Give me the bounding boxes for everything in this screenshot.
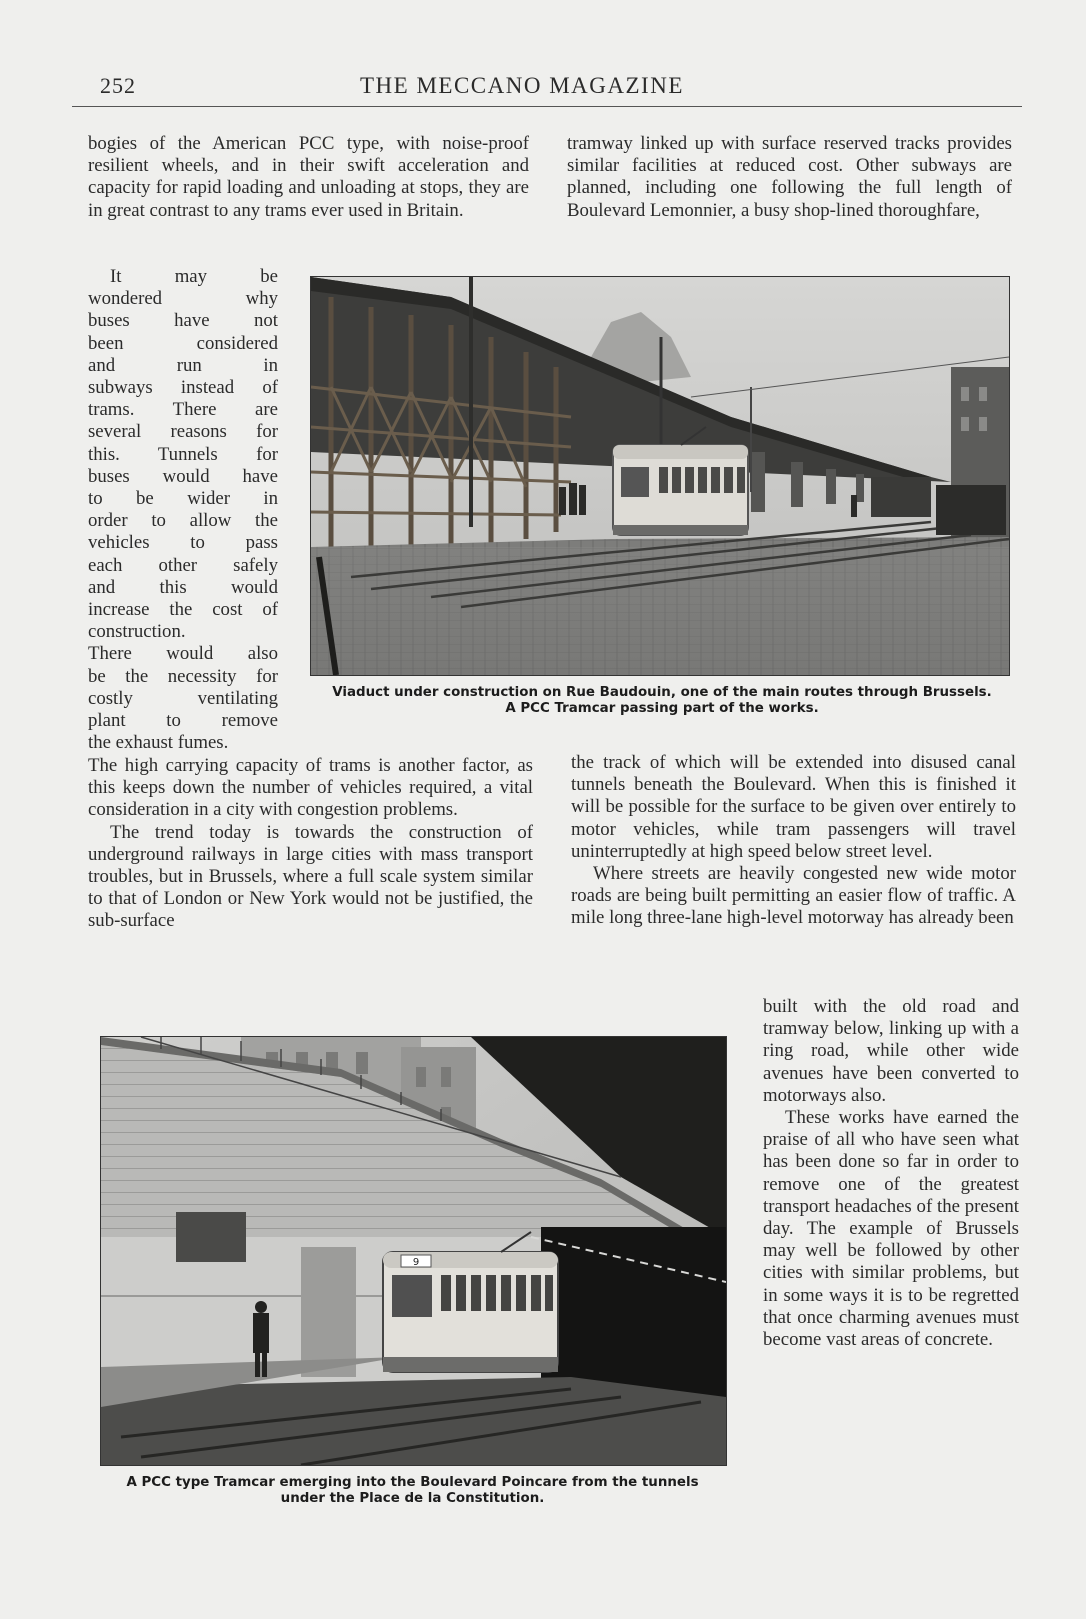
text-line: increase the cost of [88, 599, 278, 621]
caption-line: Viaduct under construction on Rue Baudouin, one of the main routes through Brussels. [332, 685, 992, 700]
article-column-top-right [567, 133, 1012, 222]
tunnel-tram-illustration [383, 1232, 558, 1372]
tunnel-photo [100, 1036, 727, 1466]
header-rule [72, 106, 1022, 107]
paragraph: tramway linked up with surface reserved tracks provides similar facilities at reduced cost. Other subways are planned, including one following the full length of Boulevard Lemonnier, a busy shop-lined thoroughfare, [567, 133, 1012, 221]
viaduct-caption [310, 685, 1014, 717]
text-line: to be wider in [88, 488, 278, 510]
page-number: 252 [100, 73, 136, 98]
tunnel-caption [100, 1475, 725, 1507]
text-line: be the necessity for [88, 665, 278, 687]
text-line: buses have not [88, 310, 278, 332]
caption-line: A PCC type Tramcar emerging into the Boulevard Poincare from the tunnels [126, 1475, 699, 1490]
paragraph: The trend today is towards the construction of underground railways in large cities with mass transport troubles, but in Brussels, where a full scale system similar to that of London or New York would not be justified, the sub-surface [88, 821, 533, 932]
paragraph: These works have earned the praise of all who have seen what has been done so far in order to remove one of the greatest transport headaches of the present day. The example of Brussels may well be followed by other cities with similar problems, but in some ways it is to be regretted that once charming avenues must become vast areas of concrete. [763, 1107, 1019, 1351]
viaduct-photo [310, 276, 1010, 676]
article-column-top-left [88, 133, 529, 222]
text-line: subways instead of [88, 377, 278, 399]
text-line: the exhaust fumes. [88, 732, 229, 754]
paragraph: The high carrying capacity of trams is another factor, as this keeps down the number of vehicles required, a vital consideration in a city with congestion problems. [88, 755, 533, 821]
text-line: order to allow the [88, 510, 278, 532]
paragraph: Where streets are heavily congested new wide motor roads are being built permitting an easier flow of traffic. A mile long three-lane high-level motorway has already been [571, 863, 1016, 929]
text-line: several reasons for [88, 421, 278, 443]
text-line: and run in [88, 354, 278, 376]
text-line: costly ventilating [88, 687, 278, 709]
text-line: this. Tunnels for [88, 443, 278, 465]
text-line: been considered [88, 332, 278, 354]
paragraph: bogies of the American PCC type, with noise-proof resilient wheels, and in their swift acceleration and capacity for rapid loading and unloading at stops, they are in great contrast to any trams ever used in Britain. [88, 133, 529, 221]
paragraph: built with the old road and tramway below, linking up with a ring road, while other wide avenues have been converted to motorways also. [763, 996, 1019, 1106]
text-line: wondered why [88, 288, 278, 310]
text-line: each other safely [88, 554, 278, 576]
tram-route-number: 9 [412, 1257, 420, 1268]
narrow-column [88, 266, 278, 754]
text-line: and this would [88, 576, 278, 598]
magazine-title: THE MECCANO MAGAZINE [360, 73, 684, 98]
article-column-middle-right [571, 752, 1016, 930]
paragraph: the track of which will be extended into disused canal tunnels beneath the Boulevard. When this is finished it will be possible for the surface to be given over entirely to motor vehicles, while tram passengers will travel uninterruptedly at high speed below street level. [571, 752, 1016, 862]
text-line: vehicles to pass [88, 532, 278, 554]
caption-line: A PCC Tramcar passing part of the works. [505, 701, 819, 716]
article-column-bottom-right [763, 996, 1019, 1351]
text-line: There would also [88, 643, 278, 665]
text-line: trams. There are [88, 399, 278, 421]
caption-line: under the Place de la Constitution. [280, 1491, 545, 1506]
text-line: construction. [88, 621, 186, 643]
text-line: buses would have [88, 465, 278, 487]
text-line: plant to remove [88, 710, 278, 732]
article-column-middle-left [88, 755, 533, 933]
text-line: It may be [110, 266, 278, 287]
